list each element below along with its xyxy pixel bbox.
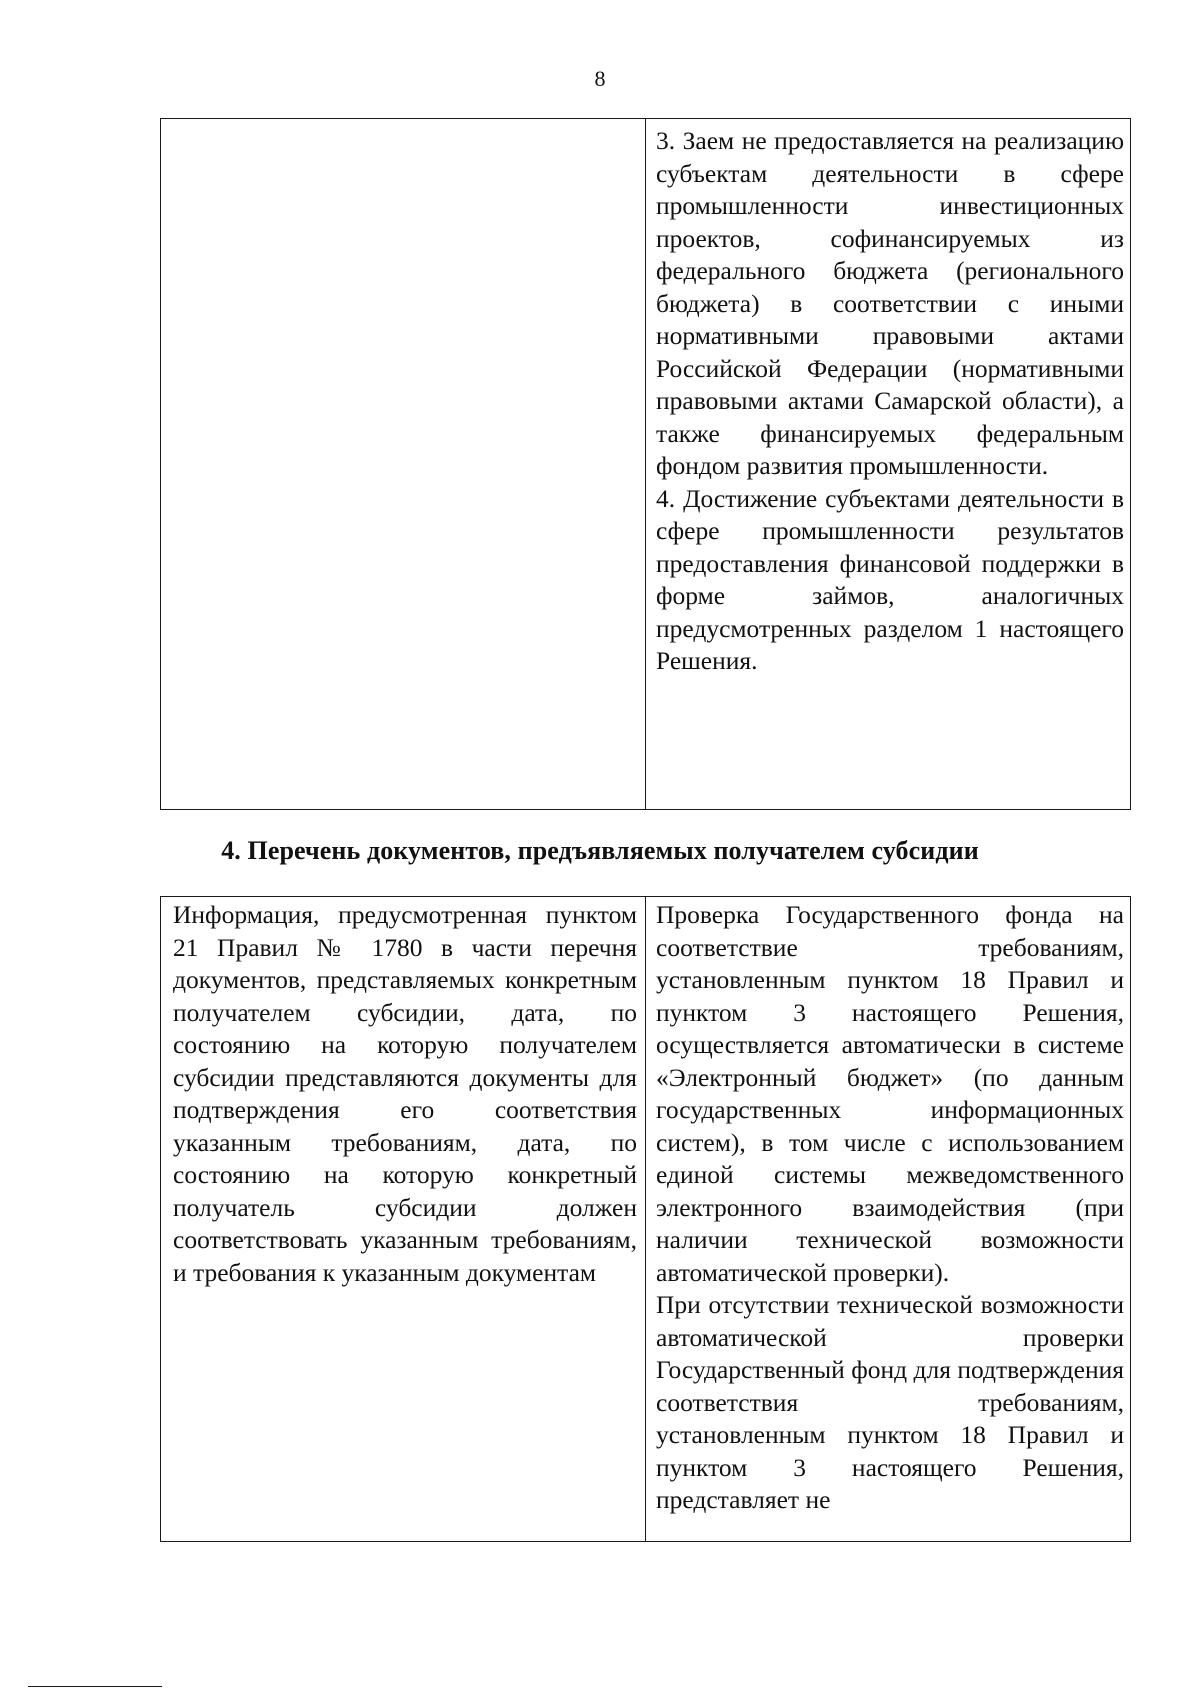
table-left-cell [161, 897, 646, 1542]
table-right-cell [646, 897, 1131, 1542]
table-row [161, 119, 1131, 810]
paragraph-manual-check: При отсутствии технической возможности автоматической проверки Государственный фонд для подтверждения соответствия требованиям, установленным пунктом 18 Правил и пунктом 3 настоящего Решения, представляет не [656, 1290, 1124, 1514]
continuation-table [160, 118, 1131, 810]
documents-table [160, 896, 1131, 1542]
requirement-description: Информация, предусмотренная пунктом 21 Правил № 1780 в части перечня документов, представляемых конкретным получателем субсидии, дата, по состоянию на которую получателем субсидии представляются документы для подтверждения его соответствия указанным требованиям, дата, по состоянию на которую конкретный получатель субсидии должен соответствовать указанным требованиям, и требования к указанным документам [173, 900, 637, 1287]
page-number: 8 [594, 66, 606, 91]
requirement-response [646, 897, 1130, 1517]
table-left-cell-text [161, 119, 645, 125]
table-right-cell [646, 119, 1131, 810]
paragraph-item-3: 3. Заем не предоставляется на реализацию субъектам деятельности в сфере промышленности инвестиционных проектов, софинансируемых из федерального бюджета (регионального бюджета) в соответствии с иными нормативными правовыми актами Российской Федерации (нормативными правовыми актами Самарской области), а также финансируемых федеральным фондом развития промышленности. [656, 126, 1124, 480]
section-heading: 4. Перечень документов, предъявляемых получателем субсидии [221, 836, 979, 865]
table-right-cell-text [646, 119, 1130, 678]
paragraph-item-4: 4. Достижение субъектами деятельности в сфере промышленности результатов предоставления финансовой поддержки в форме займов, аналогичных предусмотренных разделом 1 настоящего Решения. [656, 483, 1124, 675]
table-row [161, 897, 1131, 1542]
paragraph-automatic-check: Проверка Государственного фонда на соответствие требованиям, установленным пунктом 18 Правил и пунктом 3 настоящего Решения, осуществляется автоматически в системе «Электронный бюджет» (по данным государственных информационных систем), в том числе с использованием единой системы межведомственного электронного взаимодействия (при наличии технической возможности автоматической проверки). [656, 900, 1124, 1287]
footnote-separator [28, 1686, 162, 1687]
table-left-cell [161, 119, 646, 810]
